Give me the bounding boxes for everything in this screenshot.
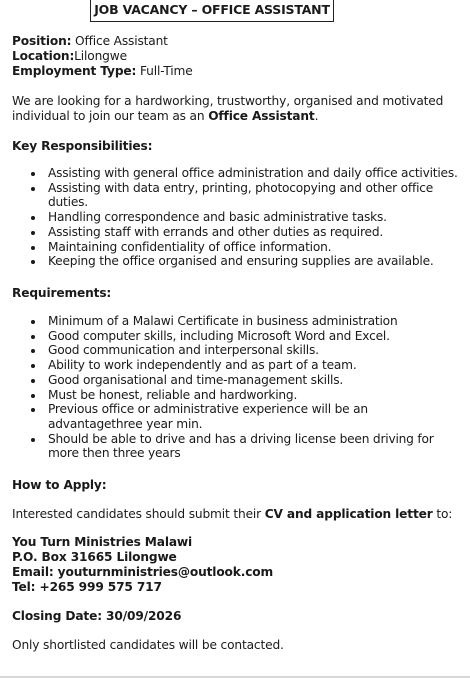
responsibilities-item — [12, 181, 464, 210]
responsibilities-item — [12, 210, 464, 225]
location-line — [12, 49, 464, 64]
contact-organisation: You Turn Ministries Malawi — [12, 535, 193, 549]
bullet-icon — [31, 172, 35, 176]
requirements-item-text: Must be honest, reliable and hardworking. — [48, 387, 298, 402]
intro-end: . — [314, 109, 319, 123]
bullet-icon — [31, 379, 35, 383]
contact-tel-line — [12, 580, 464, 595]
requirements-item — [12, 329, 464, 344]
requirements-item-text: Ability to work independently and as part of a team. — [48, 358, 357, 373]
responsibilities-list — [12, 166, 464, 269]
closing-date: 30/09/2026 — [106, 609, 182, 623]
bullet-icon — [31, 394, 35, 398]
contact-email-line — [12, 565, 464, 580]
requirements-item-text: Should be able to drive and has a driving license been driving for more then three years — [48, 431, 434, 461]
bullet-icon — [31, 349, 35, 353]
intro-emphasis: Office Assistant — [208, 109, 315, 123]
responsibilities-section — [12, 166, 464, 269]
responsibilities-item — [12, 225, 464, 240]
responsibilities-item-text: Maintaining confidentiality of office information. — [48, 239, 332, 254]
document-title: JOB VACANCY – OFFICE ASSISTANT — [90, 0, 334, 22]
requirements-list — [12, 314, 464, 461]
employment-type-label: Employment Type: — [12, 64, 137, 78]
contact-email-label: Email: — [12, 565, 58, 579]
bullet-icon — [31, 260, 35, 264]
position-line — [12, 34, 464, 49]
responsibilities-item — [12, 240, 464, 255]
requirements-item — [12, 402, 464, 431]
requirements-item-text: Previous office or administrative experience will be an advantagethree year min. — [48, 402, 368, 431]
location-value: Lilongwe — [74, 49, 127, 63]
position-value: Office Assistant — [71, 34, 168, 48]
employment-type-line — [12, 64, 464, 79]
requirements-section — [12, 314, 464, 461]
bullet-icon — [31, 231, 35, 235]
contact-tel-label: Tel: — [12, 580, 40, 594]
requirements-item — [12, 314, 464, 329]
responsibilities-item-text: Assisting with general office administration and daily office activities. — [48, 166, 458, 180]
bullet-icon — [31, 438, 35, 442]
bullet-icon — [31, 246, 35, 250]
contact-block — [12, 535, 464, 595]
bullet-icon — [31, 187, 35, 191]
requirements-item-text: Good communication and interpersonal skills. — [48, 343, 319, 358]
requirements-item — [12, 373, 464, 388]
responsibilities-item — [12, 166, 464, 181]
bullet-icon — [31, 408, 35, 412]
intro-text: We are looking for a hardworking, trustworthy, organised and motivated individual to join our team as an — [12, 94, 444, 123]
responsibilities-item — [12, 254, 464, 269]
responsibilities-heading: Key Responsibilities: — [12, 139, 153, 153]
responsibilities-item-text: Assisting staff with errands and other duties as required. — [48, 224, 384, 239]
apply-emphasis: CV and application letter — [264, 507, 433, 521]
bottom-divider — [0, 676, 470, 678]
requirements-item — [12, 432, 464, 461]
footer-note: Only shortlisted candidates will be contacted. — [12, 638, 284, 652]
bullet-icon — [31, 216, 35, 220]
apply-text: Interested candidates should submit their — [12, 507, 265, 521]
requirements-item-text: Good computer skills, including Microsoft Word and Excel. — [48, 328, 390, 343]
intro-paragraph — [12, 94, 464, 124]
responsibilities-item-text: Handling correspondence and basic administrative tasks. — [48, 210, 387, 225]
responsibilities-item-text: Keeping the office organised and ensuring supplies are available. — [48, 254, 434, 269]
location-label: Location: — [12, 49, 75, 63]
apply-end: to: — [432, 507, 453, 521]
position-label: Position: — [12, 34, 72, 48]
contact-email[interactable]: youturnministries@outlook.com — [57, 565, 274, 579]
job-details — [12, 34, 464, 79]
requirements-item-text: Good organisational and time-management skills. — [48, 372, 344, 387]
employment-type-value: Full-Time — [136, 64, 193, 78]
requirements-item — [12, 358, 464, 373]
requirements-item — [12, 388, 464, 403]
closing-date-label: Closing Date: — [12, 609, 107, 623]
closing-date-line — [12, 609, 464, 624]
bullet-icon — [31, 335, 35, 339]
bullet-icon — [31, 364, 35, 368]
requirements-item — [12, 343, 464, 358]
contact-tel: +265 999 575 717 — [39, 580, 162, 594]
apply-heading: How to Apply: — [12, 478, 107, 492]
requirements-item-text: Minimum of a Malawi Certificate in business administration — [48, 314, 398, 328]
apply-paragraph — [12, 507, 464, 522]
contact-pobox: P.O. Box 31665 Lilongwe — [12, 550, 177, 564]
requirements-heading: Requirements: — [12, 286, 112, 300]
bullet-icon — [31, 320, 35, 324]
responsibilities-item-text: Assisting with data entry, printing, photocopying and other office duties. — [48, 180, 434, 210]
